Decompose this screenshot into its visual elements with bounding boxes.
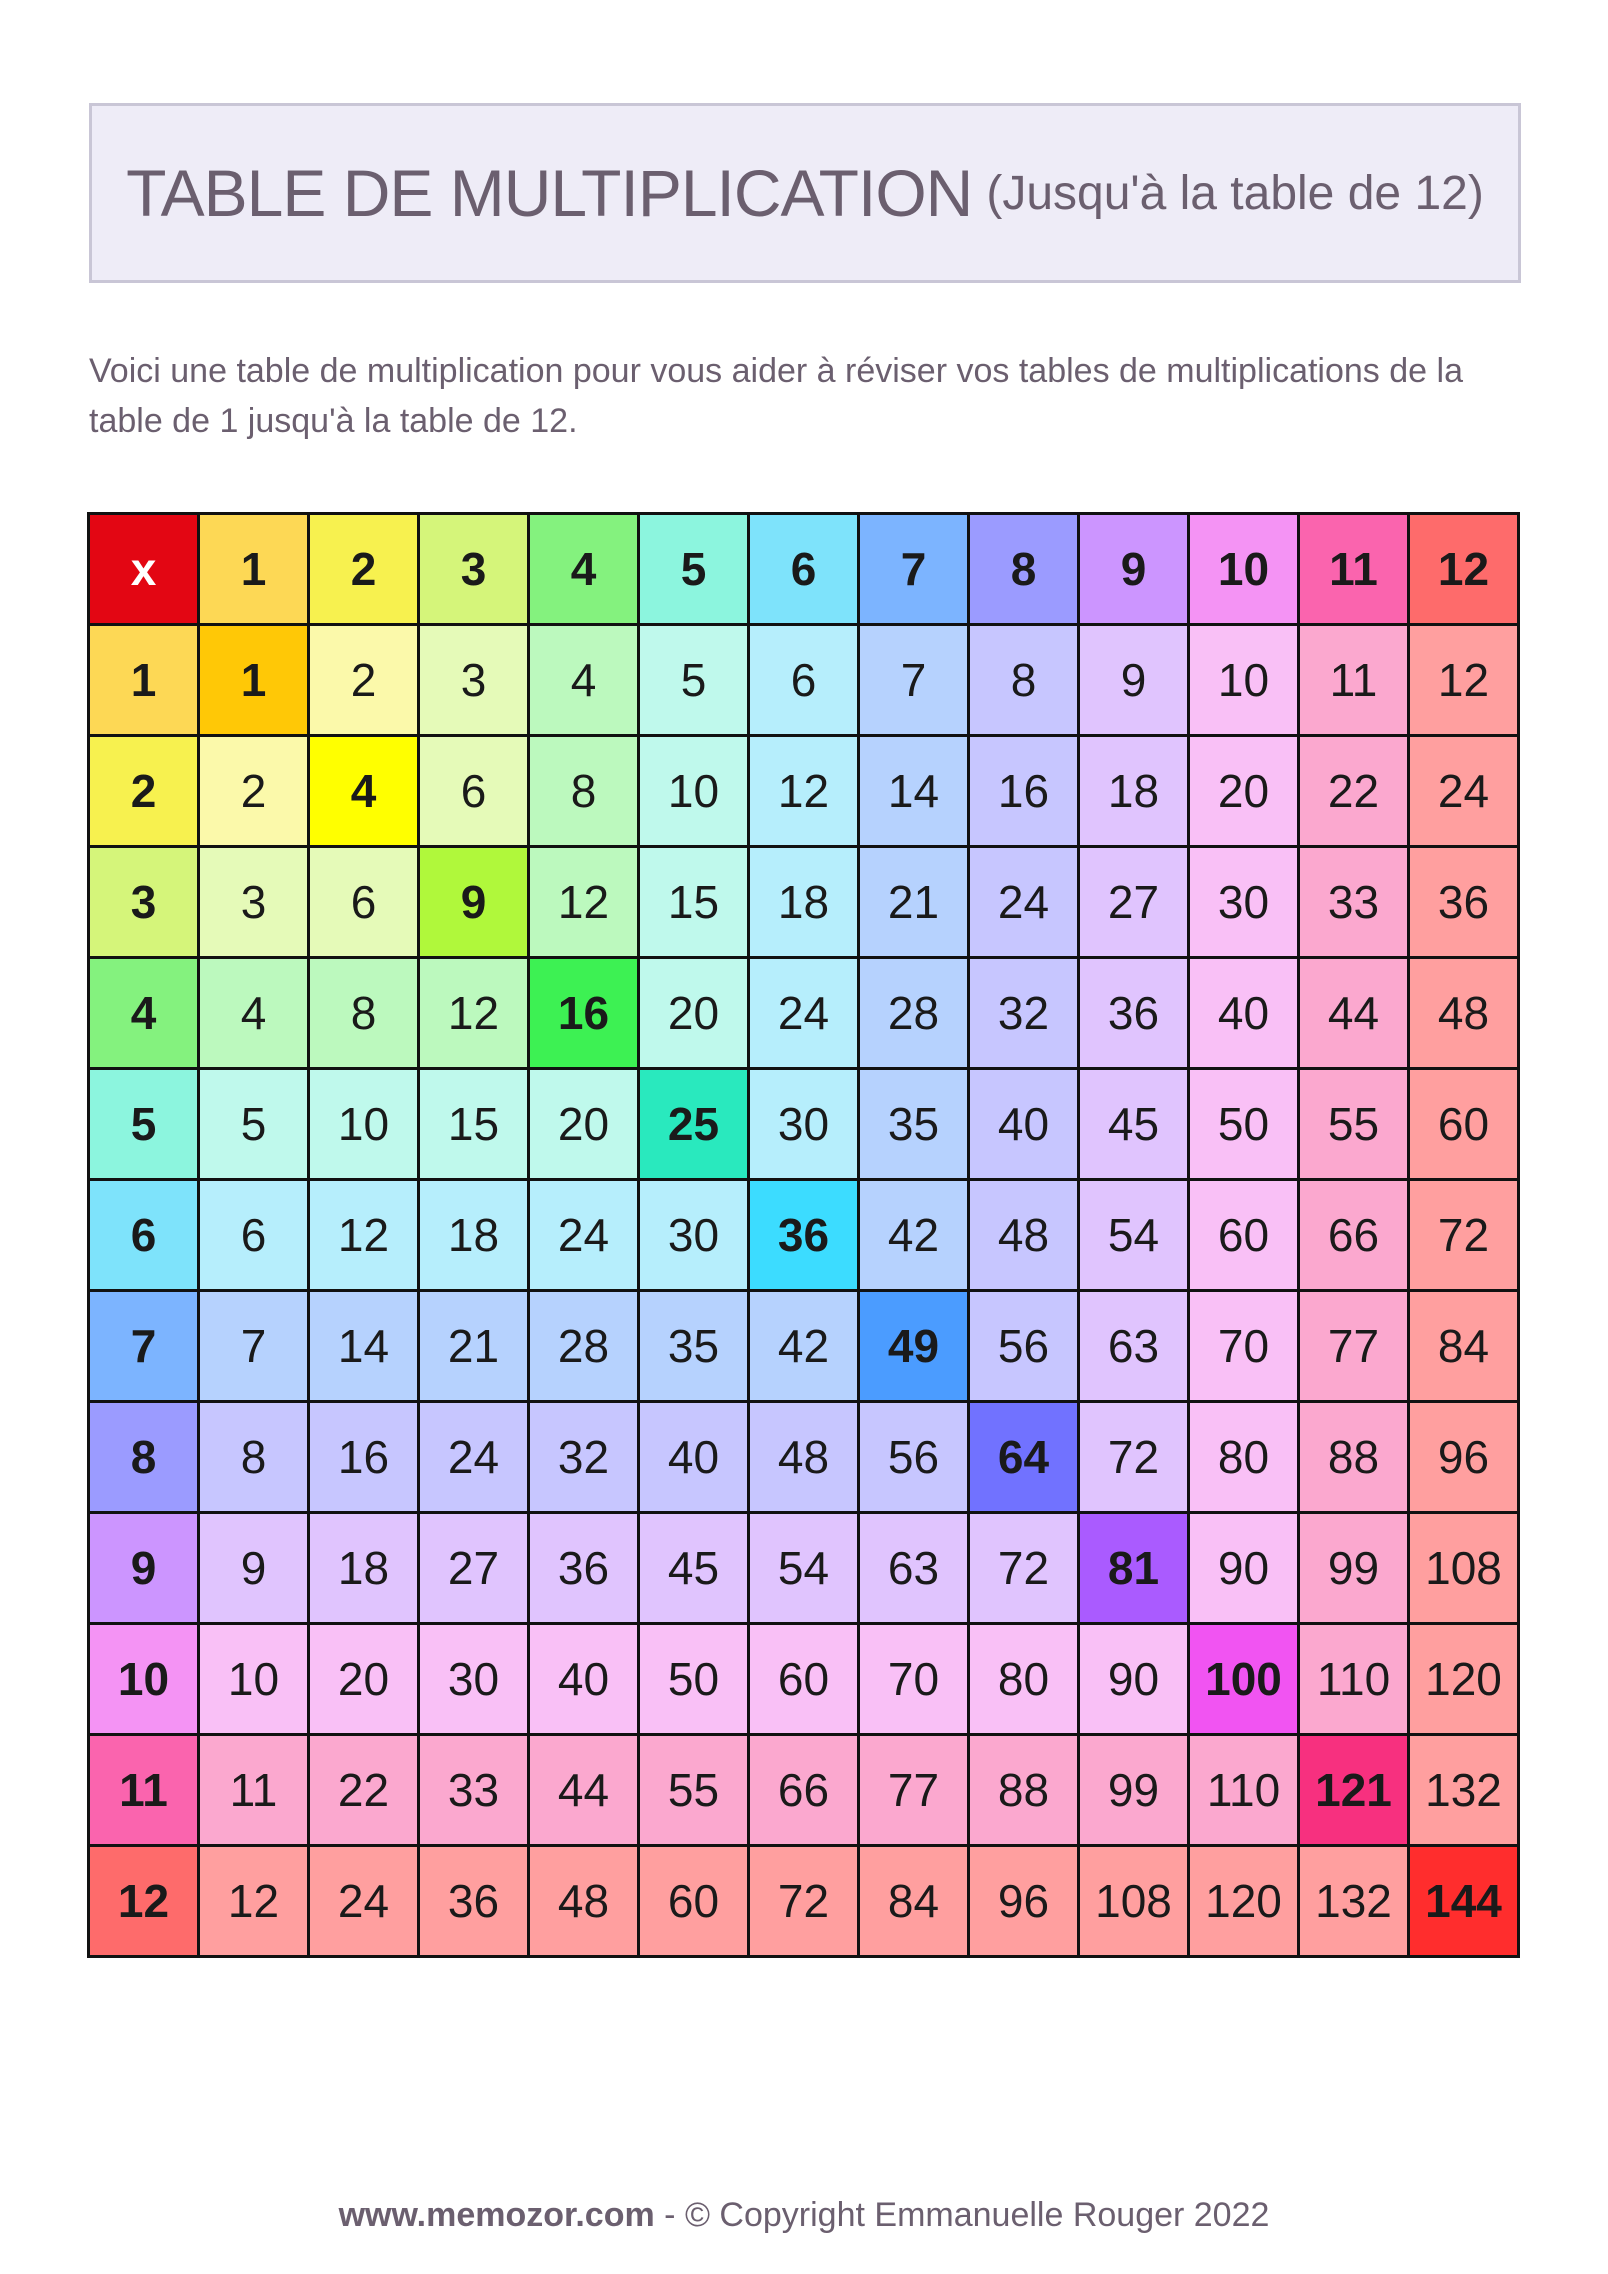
multiplication-table	[87, 512, 1520, 1958]
product-cell: 20	[1189, 736, 1299, 847]
product-cell: 18	[1079, 736, 1189, 847]
product-cell: 72	[1409, 1180, 1519, 1291]
product-cell: 77	[1299, 1291, 1409, 1402]
product-cell: 90	[1189, 1513, 1299, 1624]
product-cell: 2	[309, 625, 419, 736]
column-header-cell: 12	[1409, 514, 1519, 625]
product-cell: 28	[529, 1291, 639, 1402]
product-cell: 24	[1409, 736, 1519, 847]
product-cell: 15	[639, 847, 749, 958]
square-cell: 1	[199, 625, 309, 736]
square-cell: 25	[639, 1069, 749, 1180]
row-header-cell: 3	[89, 847, 199, 958]
product-cell: 9	[1079, 625, 1189, 736]
column-header-cell: 10	[1189, 514, 1299, 625]
product-cell: 48	[749, 1402, 859, 1513]
product-cell: 10	[199, 1624, 309, 1735]
product-cell: 54	[749, 1513, 859, 1624]
product-cell: 3	[419, 625, 529, 736]
product-cell: 72	[1079, 1402, 1189, 1513]
product-cell: 14	[859, 736, 969, 847]
product-cell: 14	[309, 1291, 419, 1402]
table-row	[89, 1180, 1519, 1291]
product-cell: 99	[1079, 1735, 1189, 1846]
product-cell: 27	[419, 1513, 529, 1624]
product-cell: 30	[1189, 847, 1299, 958]
product-cell: 36	[529, 1513, 639, 1624]
square-cell: 144	[1409, 1846, 1519, 1957]
square-cell: 81	[1079, 1513, 1189, 1624]
product-cell: 72	[749, 1846, 859, 1957]
product-cell: 42	[859, 1180, 969, 1291]
product-cell: 9	[199, 1513, 309, 1624]
product-cell: 12	[749, 736, 859, 847]
product-cell: 30	[419, 1624, 529, 1735]
product-cell: 33	[419, 1735, 529, 1846]
square-cell: 16	[529, 958, 639, 1069]
product-cell: 45	[639, 1513, 749, 1624]
column-header-cell: 1	[199, 514, 309, 625]
product-cell: 12	[1409, 625, 1519, 736]
row-header-cell: 6	[89, 1180, 199, 1291]
corner-cell: x	[89, 514, 199, 625]
product-cell: 24	[529, 1180, 639, 1291]
product-cell: 5	[199, 1069, 309, 1180]
product-cell: 22	[1299, 736, 1409, 847]
product-cell: 60	[1189, 1180, 1299, 1291]
product-cell: 63	[859, 1513, 969, 1624]
product-cell: 18	[419, 1180, 529, 1291]
product-cell: 132	[1409, 1735, 1519, 1846]
product-cell: 110	[1189, 1735, 1299, 1846]
product-cell: 54	[1079, 1180, 1189, 1291]
product-cell: 110	[1299, 1624, 1409, 1735]
square-cell: 9	[419, 847, 529, 958]
product-cell: 35	[859, 1069, 969, 1180]
product-cell: 18	[309, 1513, 419, 1624]
product-cell: 88	[1299, 1402, 1409, 1513]
product-cell: 132	[1299, 1846, 1409, 1957]
product-cell: 50	[1189, 1069, 1299, 1180]
row-header-cell: 1	[89, 625, 199, 736]
product-cell: 21	[419, 1291, 529, 1402]
row-header-cell: 9	[89, 1513, 199, 1624]
product-cell: 21	[859, 847, 969, 958]
product-cell: 36	[1079, 958, 1189, 1069]
product-cell: 60	[639, 1846, 749, 1957]
product-cell: 10	[639, 736, 749, 847]
product-cell: 72	[969, 1513, 1079, 1624]
product-cell: 36	[1409, 847, 1519, 958]
table-row	[89, 1735, 1519, 1846]
product-cell: 24	[969, 847, 1079, 958]
product-cell: 27	[1079, 847, 1189, 958]
product-cell: 63	[1079, 1291, 1189, 1402]
product-cell: 60	[749, 1624, 859, 1735]
table-row	[89, 625, 1519, 736]
product-cell: 44	[529, 1735, 639, 1846]
footer-copyright: © Copyright Emmanuelle Rouger 2022	[684, 2196, 1270, 2234]
table-row	[89, 847, 1519, 958]
column-header-cell: 5	[639, 514, 749, 625]
row-header-cell: 5	[89, 1069, 199, 1180]
product-cell: 70	[1189, 1291, 1299, 1402]
product-cell: 28	[859, 958, 969, 1069]
product-cell: 24	[749, 958, 859, 1069]
square-cell: 49	[859, 1291, 969, 1402]
product-cell: 16	[969, 736, 1079, 847]
row-header-cell: 7	[89, 1291, 199, 1402]
product-cell: 96	[969, 1846, 1079, 1957]
product-cell: 45	[1079, 1069, 1189, 1180]
product-cell: 6	[419, 736, 529, 847]
footer-site: www.memozor.com	[338, 2196, 655, 2234]
product-cell: 96	[1409, 1402, 1519, 1513]
product-cell: 8	[529, 736, 639, 847]
product-cell: 40	[639, 1402, 749, 1513]
product-cell: 16	[309, 1402, 419, 1513]
product-cell: 2	[199, 736, 309, 847]
product-cell: 6	[309, 847, 419, 958]
row-header-cell: 12	[89, 1846, 199, 1957]
product-cell: 33	[1299, 847, 1409, 958]
product-cell: 48	[969, 1180, 1079, 1291]
product-cell: 24	[309, 1846, 419, 1957]
table-header-row	[89, 514, 1519, 625]
table-row	[89, 1069, 1519, 1180]
product-cell: 120	[1189, 1846, 1299, 1957]
square-cell: 121	[1299, 1735, 1409, 1846]
product-cell: 11	[1299, 625, 1409, 736]
product-cell: 4	[199, 958, 309, 1069]
intro-line: table de 1 jusqu'à la table de 12.	[89, 402, 578, 440]
product-cell: 6	[199, 1180, 309, 1291]
product-cell: 6	[749, 625, 859, 736]
product-cell: 32	[529, 1402, 639, 1513]
product-cell: 20	[639, 958, 749, 1069]
title-box	[89, 103, 1521, 283]
page-title: TABLE DE MULTIPLICATION	[126, 156, 973, 230]
product-cell: 30	[749, 1069, 859, 1180]
table-row	[89, 1624, 1519, 1735]
product-cell: 55	[639, 1735, 749, 1846]
product-cell: 88	[969, 1735, 1079, 1846]
product-cell: 7	[859, 625, 969, 736]
column-header-cell: 11	[1299, 514, 1409, 625]
product-cell: 44	[1299, 958, 1409, 1069]
row-header-cell: 11	[89, 1735, 199, 1846]
product-cell: 7	[199, 1291, 309, 1402]
square-cell: 4	[309, 736, 419, 847]
product-cell: 60	[1409, 1069, 1519, 1180]
product-cell: 15	[419, 1069, 529, 1180]
product-cell: 20	[529, 1069, 639, 1180]
column-header-cell: 3	[419, 514, 529, 625]
row-header-cell: 10	[89, 1624, 199, 1735]
table-row	[89, 958, 1519, 1069]
row-header-cell: 8	[89, 1402, 199, 1513]
product-cell: 55	[1299, 1069, 1409, 1180]
column-header-cell: 2	[309, 514, 419, 625]
footer-separator: -	[654, 2196, 685, 2234]
product-cell: 108	[1409, 1513, 1519, 1624]
product-cell: 48	[529, 1846, 639, 1957]
product-cell: 48	[1409, 958, 1519, 1069]
product-cell: 12	[309, 1180, 419, 1291]
table-row	[89, 736, 1519, 847]
product-cell: 20	[309, 1624, 419, 1735]
product-cell: 8	[199, 1402, 309, 1513]
product-cell: 12	[199, 1846, 309, 1957]
column-header-cell: 8	[969, 514, 1079, 625]
product-cell: 10	[1189, 625, 1299, 736]
product-cell: 90	[1079, 1624, 1189, 1735]
product-cell: 66	[1299, 1180, 1409, 1291]
product-cell: 8	[969, 625, 1079, 736]
product-cell: 50	[639, 1624, 749, 1735]
product-cell: 120	[1409, 1624, 1519, 1735]
square-cell: 100	[1189, 1624, 1299, 1735]
product-cell: 24	[419, 1402, 529, 1513]
product-cell: 10	[309, 1069, 419, 1180]
table-row	[89, 1291, 1519, 1402]
product-cell: 108	[1079, 1846, 1189, 1957]
product-cell: 8	[309, 958, 419, 1069]
square-cell: 64	[969, 1402, 1079, 1513]
square-cell: 36	[749, 1180, 859, 1291]
column-header-cell: 7	[859, 514, 969, 625]
product-cell: 84	[1409, 1291, 1519, 1402]
product-cell: 80	[969, 1624, 1079, 1735]
product-cell: 5	[639, 625, 749, 736]
product-cell: 40	[969, 1069, 1079, 1180]
product-cell: 77	[859, 1735, 969, 1846]
product-cell: 40	[529, 1624, 639, 1735]
row-header-cell: 4	[89, 958, 199, 1069]
table-row	[89, 1402, 1519, 1513]
column-header-cell: 4	[529, 514, 639, 625]
column-header-cell: 9	[1079, 514, 1189, 625]
product-cell: 66	[749, 1735, 859, 1846]
product-cell: 11	[199, 1735, 309, 1846]
product-cell: 12	[419, 958, 529, 1069]
product-cell: 42	[749, 1291, 859, 1402]
product-cell: 18	[749, 847, 859, 958]
intro-paragraph	[89, 346, 1539, 446]
product-cell: 22	[309, 1735, 419, 1846]
intro-line: Voici une table de multiplication pour vous aider à réviser vos tables de multiplications de la	[89, 352, 1463, 390]
footer	[0, 2196, 1608, 2235]
product-cell: 99	[1299, 1513, 1409, 1624]
product-cell: 70	[859, 1624, 969, 1735]
product-cell: 80	[1189, 1402, 1299, 1513]
product-cell: 30	[639, 1180, 749, 1291]
product-cell: 84	[859, 1846, 969, 1957]
product-cell: 35	[639, 1291, 749, 1402]
product-cell: 3	[199, 847, 309, 958]
row-header-cell: 2	[89, 736, 199, 847]
page-subtitle: (Jusqu'à la table de 12)	[986, 166, 1484, 220]
product-cell: 36	[419, 1846, 529, 1957]
product-cell: 56	[969, 1291, 1079, 1402]
product-cell: 32	[969, 958, 1079, 1069]
product-cell: 40	[1189, 958, 1299, 1069]
column-header-cell: 6	[749, 514, 859, 625]
product-cell: 4	[529, 625, 639, 736]
table-row	[89, 1513, 1519, 1624]
table-row	[89, 1846, 1519, 1957]
product-cell: 56	[859, 1402, 969, 1513]
product-cell: 12	[529, 847, 639, 958]
